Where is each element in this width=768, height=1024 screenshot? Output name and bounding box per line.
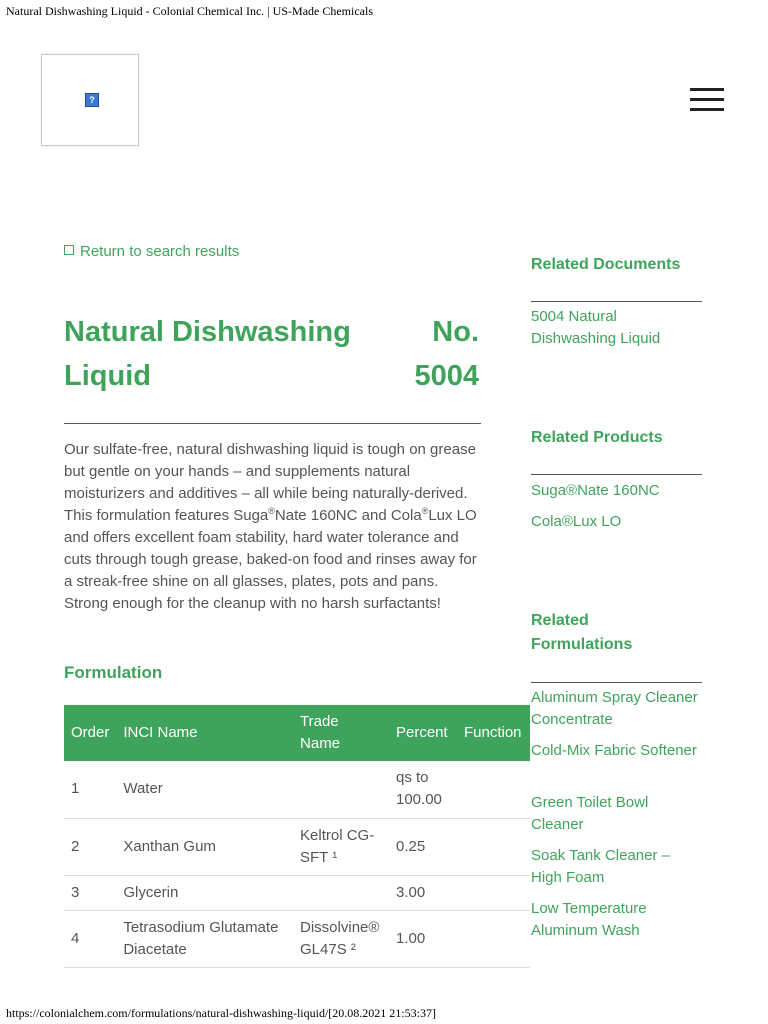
browser-page-title: Natural Dishwashing Liquid - Colonial Chemical Inc. | US-Made Chemicals <box>6 4 373 18</box>
formulation-number <box>400 310 479 398</box>
column-header-order: Order <box>64 705 116 761</box>
checkbox-glyph-icon <box>64 245 74 255</box>
related-formulation-link[interactable]: Cold-Mix Fabric Softener <box>531 742 697 759</box>
column-header-percent: Percent <box>389 705 457 761</box>
sidebar-divider <box>531 682 702 683</box>
product-description: Our sulfate-free, natural dishwashing liquid is tough on grease but gentle on your hands – and supplements natural moisturizers and additives – all while being naturally-derived. This formulation features Suga®Nate 160NC and Cola®Lux LO and offers excellent foam stability, hard water tolerance and cuts through tough grease, baked-on food and rinses away for a streak-free shine on all glasses, plates, pots and pans. Strong enough for the cleanup with no harsh surfactants! <box>64 441 477 612</box>
column-header-inci-name: INCI Name <box>116 705 293 761</box>
table-header-row <box>64 705 530 761</box>
formulation-number-label: No. <box>432 316 479 348</box>
page-title-line-1: Natural Dishwashing <box>64 316 351 348</box>
formulation-number-value: 5004 <box>414 360 479 392</box>
cell-inci-name: Xanthan Gum <box>116 818 293 875</box>
cell-percent: 1.00 <box>389 910 457 967</box>
table-row <box>64 910 530 967</box>
cell-trade-name: Keltrol CG-SFT ¹ <box>293 818 389 875</box>
cell-trade-name <box>293 761 389 818</box>
cell-inci-name: Glycerin <box>116 875 293 910</box>
column-header-trade-name: Trade Name <box>293 705 389 761</box>
page-title <box>64 310 384 398</box>
related-product-link[interactable]: Suga®Nate 160NC <box>531 482 660 499</box>
cell-order: 1 <box>64 761 116 818</box>
related-formulations-heading: Related Formulations <box>531 612 633 653</box>
cell-order: 4 <box>64 910 116 967</box>
table-row <box>64 818 530 875</box>
formulation-table <box>64 705 530 968</box>
related-documents-heading: Related Documents <box>531 256 681 273</box>
related-products-heading: Related Products <box>531 429 663 446</box>
related-formulation-link[interactable]: Aluminum Spray Cleaner Concentrate <box>531 689 698 728</box>
table-row <box>64 761 530 818</box>
cell-percent: 0.25 <box>389 818 457 875</box>
column-header-function: Function <box>457 705 530 761</box>
cell-function <box>457 875 530 910</box>
site-logo[interactable] <box>41 54 139 146</box>
formulation-heading: Formulation <box>64 663 163 682</box>
sidebar-divider <box>531 301 702 302</box>
page-url-stamp: https://colonialchem.com/formulations/natural-dishwashing-liquid/[20.08.2021 21:53:37] <box>6 1006 436 1020</box>
cell-function <box>457 761 530 818</box>
cell-function <box>457 910 530 967</box>
title-divider <box>64 423 481 424</box>
return-link-label: Return to search results <box>80 243 240 260</box>
broken-image-icon: ? <box>85 93 99 107</box>
related-formulation-link[interactable]: Green Toilet Bowl Cleaner <box>531 794 649 833</box>
cell-order: 2 <box>64 818 116 875</box>
cell-function <box>457 818 530 875</box>
related-formulation-link[interactable]: Soak Tank Cleaner – High Foam <box>531 847 670 886</box>
related-product-link[interactable]: Cola®Lux LO <box>531 513 622 530</box>
return-to-search-link[interactable] <box>64 243 239 260</box>
cell-percent: qs to 100.00 <box>389 761 457 818</box>
cell-percent: 3.00 <box>389 875 457 910</box>
cell-trade-name: Dissolvine® GL47S ² <box>293 910 389 967</box>
related-formulation-link[interactable]: Low Temperature Aluminum Wash <box>531 900 647 939</box>
cell-inci-name: Water <box>116 761 293 818</box>
table-row <box>64 875 530 910</box>
related-document-link[interactable]: 5004 Natural Dishwashing Liquid <box>531 308 661 347</box>
cell-inci-name: Tetrasodium Glutamate Diacetate <box>116 910 293 967</box>
cell-trade-name <box>293 875 389 910</box>
sidebar-divider <box>531 474 702 475</box>
page-title-line-2: Liquid <box>64 360 151 392</box>
hamburger-menu-icon[interactable] <box>690 88 724 112</box>
cell-order: 3 <box>64 875 116 910</box>
